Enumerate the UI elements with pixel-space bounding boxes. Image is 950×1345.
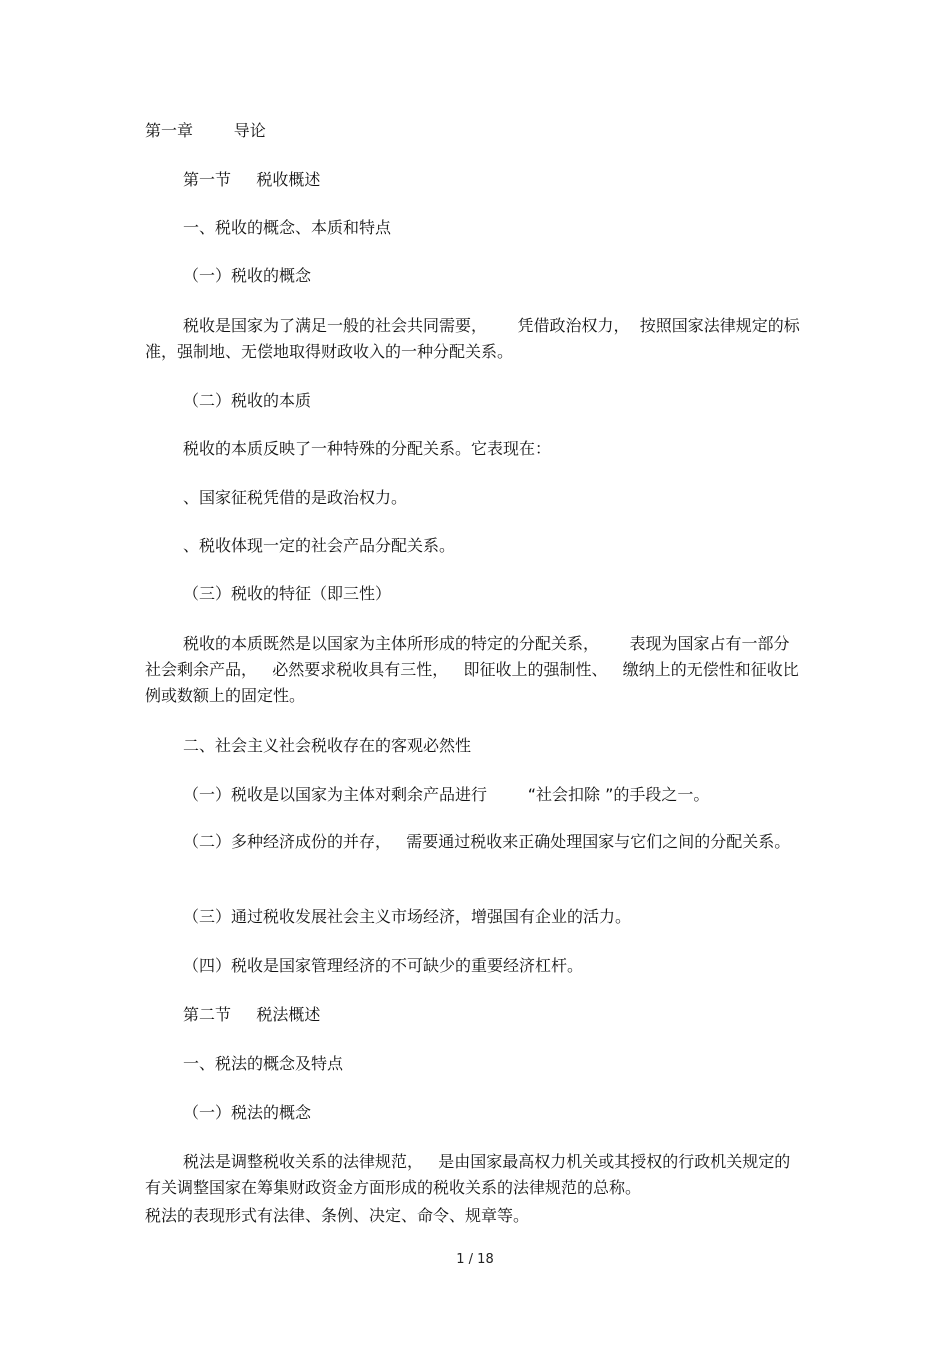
list-item: 、税收体现一定的社会产品分配关系。: [183, 536, 456, 555]
section-title: 第二节 税法概述: [183, 1005, 321, 1024]
paragraph: [145, 829, 805, 855]
subheading: （一）税法的概念: [183, 1103, 312, 1122]
paragraph-text: 税收是国家为了满足一般的社会共同需要， 凭借政治权力， 按照国家法律规定的标准，强制地、无偿地取得财政收入的一种分配关系。: [145, 316, 800, 361]
paragraph: [145, 313, 805, 365]
paragraph-text: （二）多种经济成份的并存， 需要通过税收来正确处理国家与它们之间的分配关系。: [183, 832, 791, 851]
paragraph-text: 税收的本质既然是以国家为主体所形成的特定的分配关系， 表现为国家占有一部分社会剩余产品， 必然要求税收具有三性， 即征收上的强制性、 缴纳上的无偿性和征收比例或数额上的固定性。: [145, 634, 799, 705]
section-title: 第一节 税收概述: [183, 170, 321, 189]
subheading: （三）通过税收发展社会主义市场经济，增强国有企业的活力。: [183, 907, 632, 926]
chapter-title: 第一章 导论: [145, 121, 266, 140]
paragraph: [145, 1149, 805, 1201]
paragraph: [145, 631, 805, 709]
heading: 一、税收的概念、本质和特点: [183, 218, 392, 237]
subheading: （三）税收的特征（即三性）: [183, 584, 392, 603]
paragraph: 税收的本质反映了一种特殊的分配关系。它表现在：: [183, 439, 552, 458]
paragraph-text: 税法是调整税收关系的法律规范， 是由国家最高权力机关或其授权的行政机关规定的有关调整国家在筹集财政资金方面形成的税收关系的法律规范的总称。: [145, 1152, 791, 1197]
subheading: （一）税收的概念: [183, 266, 312, 285]
subheading: （四）税收是国家管理经济的不可缺少的重要经济杠杆。: [183, 956, 584, 975]
paragraph: 税法的表现形式有法律、条例、决定、命令、规章等。: [145, 1206, 530, 1225]
list-item: 、国家征税凭借的是政治权力。: [183, 488, 408, 507]
subheading: （一）税收是以国家为主体对剩余产品进行 “社会扣除 ”的手段之一。: [183, 785, 710, 804]
page-number: 1 / 18: [456, 1252, 494, 1267]
heading: 二、社会主义社会税收存在的客观必然性: [183, 736, 472, 755]
heading: 一、税法的概念及特点: [183, 1054, 344, 1073]
subheading: （二）税收的本质: [183, 391, 312, 410]
